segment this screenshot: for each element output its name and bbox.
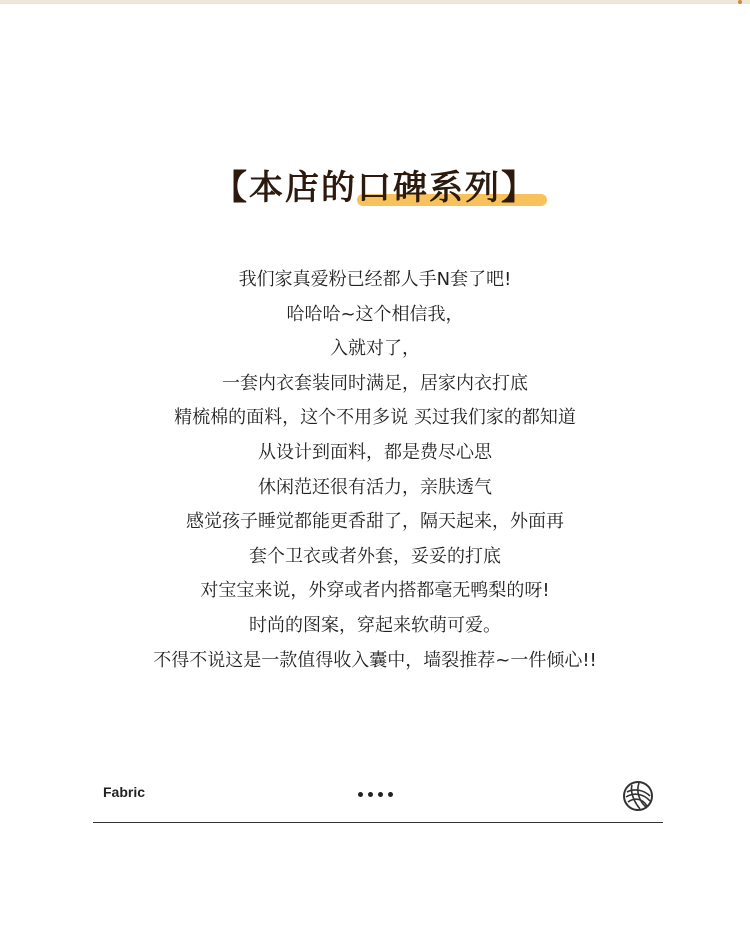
- top-strip-accent: [738, 0, 742, 4]
- footer-label: Fabric: [103, 784, 146, 800]
- description-line: 不得不说这是一款值得收入囊中，墙裂推荐~一件倾心!!: [153, 649, 597, 671]
- description-line: 从设计到面料，都是费尽心思: [258, 441, 492, 463]
- description-line: 一套内衣套装同时满足，居家内衣打底: [222, 372, 528, 394]
- description-line: 我们家真爱粉已经都人手N套了吧!: [238, 269, 512, 290]
- description-line: 休闲范还很有活力，亲肤透气: [258, 476, 492, 498]
- footer-divider: [93, 822, 663, 823]
- description-line: 精梳棉的面料，这个不用多说 买过我们家的都知道: [174, 407, 576, 429]
- dots-divider: [358, 792, 398, 800]
- description-line: 入就对了，: [330, 338, 420, 360]
- description-line: 对宝宝来说，外穿或者内搭都毫无鸭梨的呀!: [200, 580, 550, 602]
- yarn-ball-icon: [622, 780, 654, 812]
- dot: [368, 792, 373, 797]
- description-block: [0, 263, 750, 678]
- top-strip: [0, 0, 750, 4]
- description-line: 时尚的图案，穿起来软萌可爱。: [249, 614, 501, 636]
- dot: [358, 792, 363, 797]
- description-line: 感觉孩子睡觉都能更香甜了，隔天起来，外面再: [186, 511, 564, 533]
- description-line: 套个卫衣或者外套，妥妥的打底: [249, 545, 501, 567]
- description-line: 哈哈哈~这个相信我，: [286, 303, 464, 325]
- dot: [378, 792, 383, 797]
- page-title: 【本店的口碑系列】: [213, 168, 537, 208]
- dot: [388, 792, 393, 797]
- title-block: [0, 160, 750, 220]
